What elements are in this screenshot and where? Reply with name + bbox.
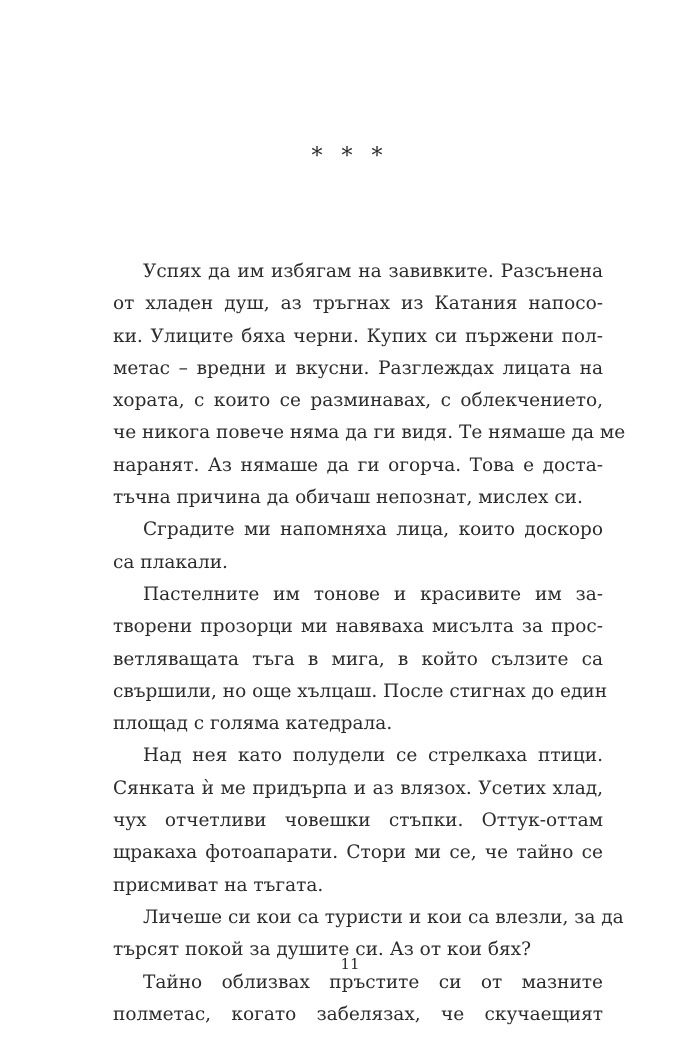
text-line: наранят. Аз нямаше да ги огорча. Това е доста- xyxy=(113,454,603,476)
text-line: присмиват на тъгата. xyxy=(113,874,324,896)
text-line: Личеше си кои са туристи и кои са влезли, за да xyxy=(143,906,624,928)
body-text xyxy=(113,256,626,1031)
text-line: хората, с които се разминавах, с облекчението, xyxy=(113,390,603,412)
text-line: чух отчетливи човешки стъпки. Оттук-оттам xyxy=(113,810,603,832)
text-line: творени прозорци ми навяваха мисълта за прос- xyxy=(113,616,603,638)
text-line: Над нея като полудели се стрелкаха птици. xyxy=(143,745,603,767)
text-line: Пастелните им тонове и красивите им за- xyxy=(143,583,603,605)
text-line: площад с голяма катедрала. xyxy=(113,713,393,735)
text-line: ветляващата тъга в мига, в който сълзите са xyxy=(113,648,603,670)
section-separator: * * * xyxy=(311,144,389,169)
text-line: метас – вредни и вкусни. Разглеждах лицата на xyxy=(113,357,603,379)
paragraph xyxy=(113,740,603,901)
text-line: свършили, но още хълцаш. После стигнах до един xyxy=(113,680,608,702)
text-line: полметас, когато забелязах, че скучаещият xyxy=(113,1003,603,1025)
paragraph xyxy=(113,967,603,1032)
paragraph xyxy=(113,256,626,514)
text-line: ки. Улиците бяха черни. Купих си пържени пол- xyxy=(113,325,603,347)
text-line: търсят покой за душите си. Аз от кои бях? xyxy=(113,939,532,961)
text-line: от хладен душ, аз тръгнах из Катания напосо- xyxy=(113,293,603,315)
text-line: че никога повече няма да ги видя. Те нямаше да ме xyxy=(113,422,626,444)
text-line: Успях да им избягам на завивките. Разсънена xyxy=(143,261,603,282)
text-line: Сянката ѝ ме придърпа и аз влязох. Усетих хлад, xyxy=(113,777,603,799)
text-line: Сградите ми напомняха лица, които доскоро xyxy=(143,519,603,541)
text-line: щракаха фотоапарати. Стори ми се, че тайно се xyxy=(113,842,603,864)
text-line: Тайно облизвах пръстите си от мазните xyxy=(143,971,603,993)
page-number: 11 xyxy=(340,955,360,973)
paragraph xyxy=(113,579,608,740)
text-line: са плакали. xyxy=(113,551,228,573)
text-line: тъчна причина да обичаш непознат, мислех си. xyxy=(113,487,583,509)
paragraph xyxy=(113,514,603,579)
